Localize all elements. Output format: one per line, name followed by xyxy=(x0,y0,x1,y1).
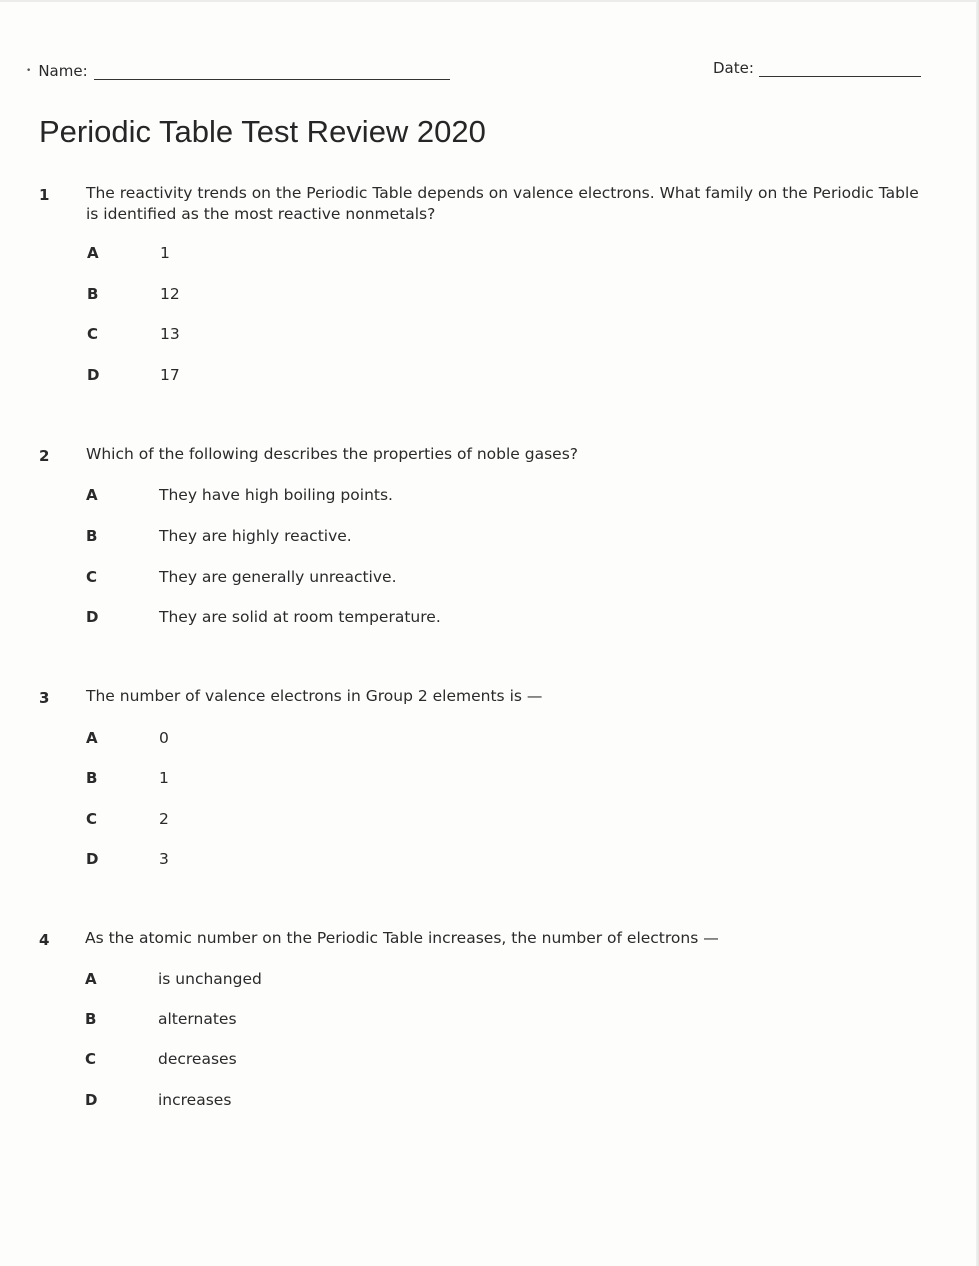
choice-letter: B xyxy=(87,285,99,303)
choice-text: 1 xyxy=(160,244,170,262)
choice-a[interactable] xyxy=(0,970,979,992)
choice-d[interactable] xyxy=(0,1091,979,1113)
choice-text: 13 xyxy=(160,325,180,343)
question-number: 2 xyxy=(39,447,50,465)
choice-letter: D xyxy=(86,608,99,626)
choice-text: is unchanged xyxy=(158,970,262,988)
choice-c[interactable] xyxy=(0,325,979,347)
choice-text: 2 xyxy=(159,810,169,828)
choice-text: They are highly reactive. xyxy=(159,527,352,545)
question-number: 1 xyxy=(39,186,50,204)
choice-text: 17 xyxy=(160,366,180,384)
choice-d[interactable] xyxy=(0,850,979,872)
choice-text: increases xyxy=(158,1091,232,1109)
date-field xyxy=(713,59,921,77)
choice-letter: B xyxy=(86,769,98,787)
question-stem: The reactivity trends on the Periodic Table depends on valence electrons. What family on the Periodic Table is identified as the most reactive nonmetals? xyxy=(86,184,919,223)
choice-c[interactable] xyxy=(0,810,979,832)
question-stem: The number of valence electrons in Group 2 elements is — xyxy=(86,687,543,705)
page-title: Periodic Table Test Review 2020 xyxy=(39,114,486,149)
choice-text: 1 xyxy=(159,769,169,787)
scan-top-edge xyxy=(0,0,979,2)
date-blank-line[interactable] xyxy=(759,60,921,77)
question-stem: As the atomic number on the Periodic Table increases, the number of electrons — xyxy=(85,929,719,947)
choice-b[interactable] xyxy=(0,527,979,549)
choice-text: 0 xyxy=(159,729,169,747)
choice-letter: B xyxy=(85,1010,97,1028)
choice-a[interactable] xyxy=(0,729,979,751)
choice-a[interactable] xyxy=(0,244,979,266)
choice-letter: D xyxy=(86,850,99,868)
choice-c[interactable] xyxy=(0,568,979,590)
choice-letter: D xyxy=(85,1091,98,1109)
choice-text: 12 xyxy=(160,285,180,303)
name-field xyxy=(26,62,450,80)
choice-b[interactable] xyxy=(0,769,979,791)
date-label: Date: xyxy=(713,59,754,77)
choice-b[interactable] xyxy=(0,1010,979,1032)
choice-text: They are generally unreactive. xyxy=(159,568,397,586)
question-number: 3 xyxy=(39,689,50,707)
worksheet-header xyxy=(0,59,979,86)
choice-letter: A xyxy=(87,244,99,262)
choice-letter: C xyxy=(87,325,99,343)
choice-letter: B xyxy=(86,527,98,545)
choice-text: 3 xyxy=(159,850,169,868)
choice-d[interactable] xyxy=(0,608,979,630)
choice-text: They have high boiling points. xyxy=(159,486,393,504)
choice-text: alternates xyxy=(158,1010,237,1028)
choice-c[interactable] xyxy=(0,1050,979,1072)
choice-letter: A xyxy=(86,486,98,504)
choice-letter: C xyxy=(86,568,98,586)
choice-letter: C xyxy=(85,1050,97,1068)
choice-letter: D xyxy=(87,366,100,384)
choice-letter: A xyxy=(86,729,98,747)
choice-text: They are solid at room temperature. xyxy=(159,608,441,626)
choice-a[interactable] xyxy=(0,486,979,508)
choice-letter: A xyxy=(85,970,97,988)
bullet-mark-icon: • xyxy=(26,66,32,76)
name-blank-line[interactable] xyxy=(94,63,450,80)
question-number: 4 xyxy=(39,931,50,949)
name-label: Name: xyxy=(38,62,88,80)
choice-b[interactable] xyxy=(0,285,979,307)
choice-letter: C xyxy=(86,810,98,828)
question-stem: Which of the following describes the properties of noble gases? xyxy=(86,445,579,463)
choice-d[interactable] xyxy=(0,366,979,388)
choice-text: decreases xyxy=(158,1050,237,1068)
